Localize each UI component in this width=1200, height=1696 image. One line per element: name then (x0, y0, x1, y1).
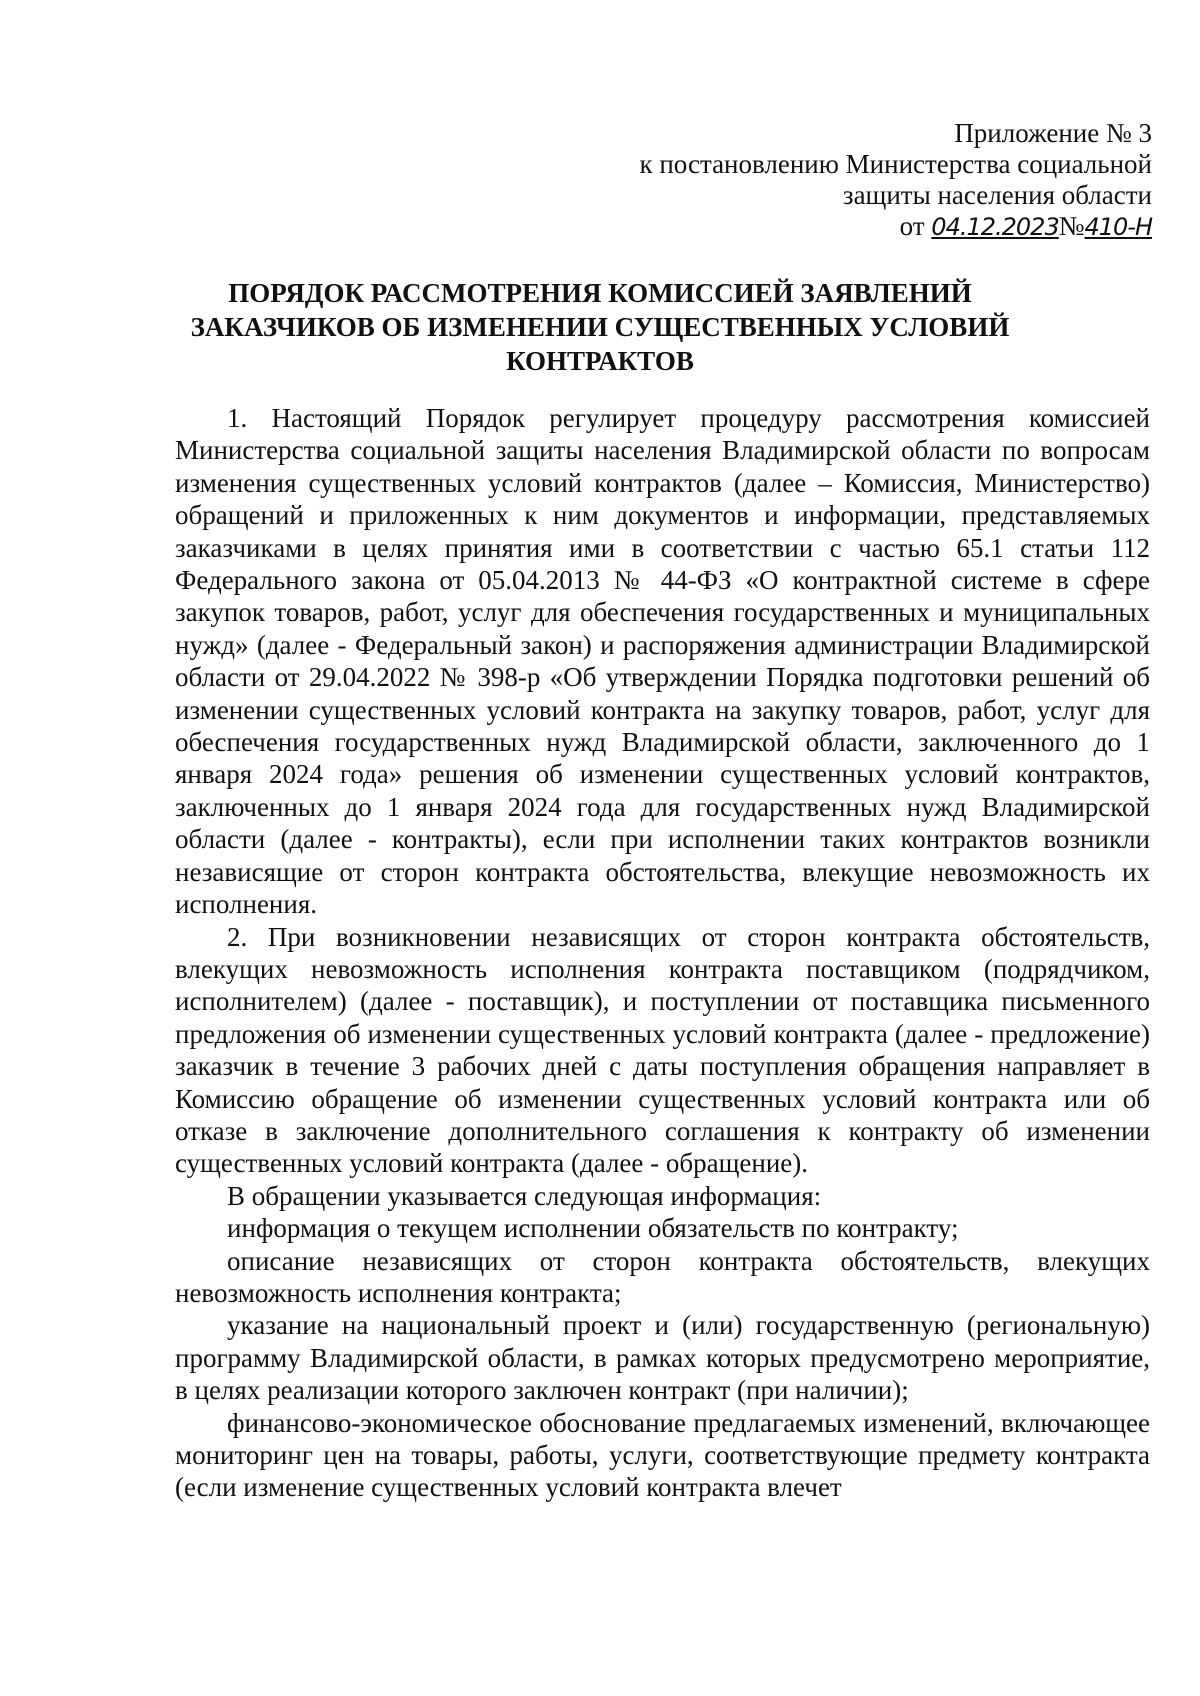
paragraph-1: 1. Настоящий Порядок регулирует процедуру рассмотрения комиссией Министерства социальной защиты населения Владимирской области по вопросам изменения существенных условий контрактов (далее – Комиссия, Министерство) обращений и приложенных к ним документов и информации, представляемых заказчиками в целях принятия ими в соответствии с частью 65.1 статьи 112 Федерального закона от 05.04.2013 № 44-ФЗ «О контрактной системе в сфере закупок товаров, работ, услуг для обеспечения государственных и муниципальных нужд» (далее - Федеральный закон) и распоряжения администрации Владимирской области от 29.04.2022 № 398-р «Об утверждении Порядка подготовки решений об изменении существенных условий контракта на закупку товаров, работ, услуг для обеспечения государственных нужд Владимирской области, заключенного до 1 января 2024 года» решения об изменении существенных условий контрактов, заключенных до 1 января 2024 года для государственных нужд Владимирской области (далее - контракты), если при исполнении таких контрактов возникли независящие от сторон контракта обстоятельства, влекущие невозможность их исполнения. (175, 403, 1150, 920)
paragraph-info-item-2: описание независящих от сторон контракта обстоятельств, влекущих невозможность исполнения контракта; (175, 1245, 1150, 1308)
title-line-3: КОНТРАКТОВ (506, 346, 694, 376)
paragraph-info-intro: В обращении указывается следующая информация: (227, 1180, 822, 1211)
appendix-header (639, 118, 1152, 243)
document-body (175, 402, 1150, 1504)
document-title (150, 276, 1050, 378)
title-line-2: ЗАКАЗЧИКОВ ОБ ИЗМЕНЕНИИ СУЩЕСТВЕННЫХ УСЛОВИЙ (190, 312, 1010, 342)
paragraph-info-item-4: финансово-экономическое обоснование предлагаемых изменений, включающее мониторинг цен на товары, работы, услуги, соответствующие предмету контракта (если изменение существенных условий контракта влечет (175, 1407, 1150, 1503)
number-prefix: № (1058, 211, 1085, 241)
appendix-ministry-ref: защиты населения области (842, 180, 1152, 210)
paragraph-2: 2. При возникновении независящих от сторон контракта обстоятельств, влекущих невозможность исполнения контракта поставщиком (подрядчиком, исполнителем) (далее - поставщик), и поступлении от поставщика письменного предложения об изменении существенных условий контракта (далее - предложение) заказчик в течение 3 рабочих дней с даты поступления обращения направляет в Комиссию обращение об изменении существенных условий контракта или об отказе в заключение дополнительного соглашения к контракту об изменении существенных условий контракта (далее - обращение). (175, 921, 1150, 1179)
paragraph-info-item-1: информация о текущем исполнении обязательств по контракту; (227, 1213, 959, 1244)
appendix-number: Приложение № 3 (954, 118, 1152, 148)
date-prefix: от (899, 211, 925, 241)
appendix-date-line (639, 211, 1152, 243)
handwritten-number: 410-Н (1084, 213, 1152, 241)
paragraph-info-item-3: указание на национальный проект и (или) государственную (региональную) программу Владимирской области, в рамках которых предусмотрено мероприятие, в целях реализации которого заключен контракт (при наличии); (175, 1310, 1150, 1406)
handwritten-date: 04.12.2023 (931, 213, 1059, 241)
title-line-1: ПОРЯДОК РАССМОТРЕНИЯ КОМИССИЕЙ ЗАЯВЛЕНИЙ (228, 278, 972, 308)
appendix-resolution-ref: к постановлению Министерства социальной (639, 149, 1152, 179)
